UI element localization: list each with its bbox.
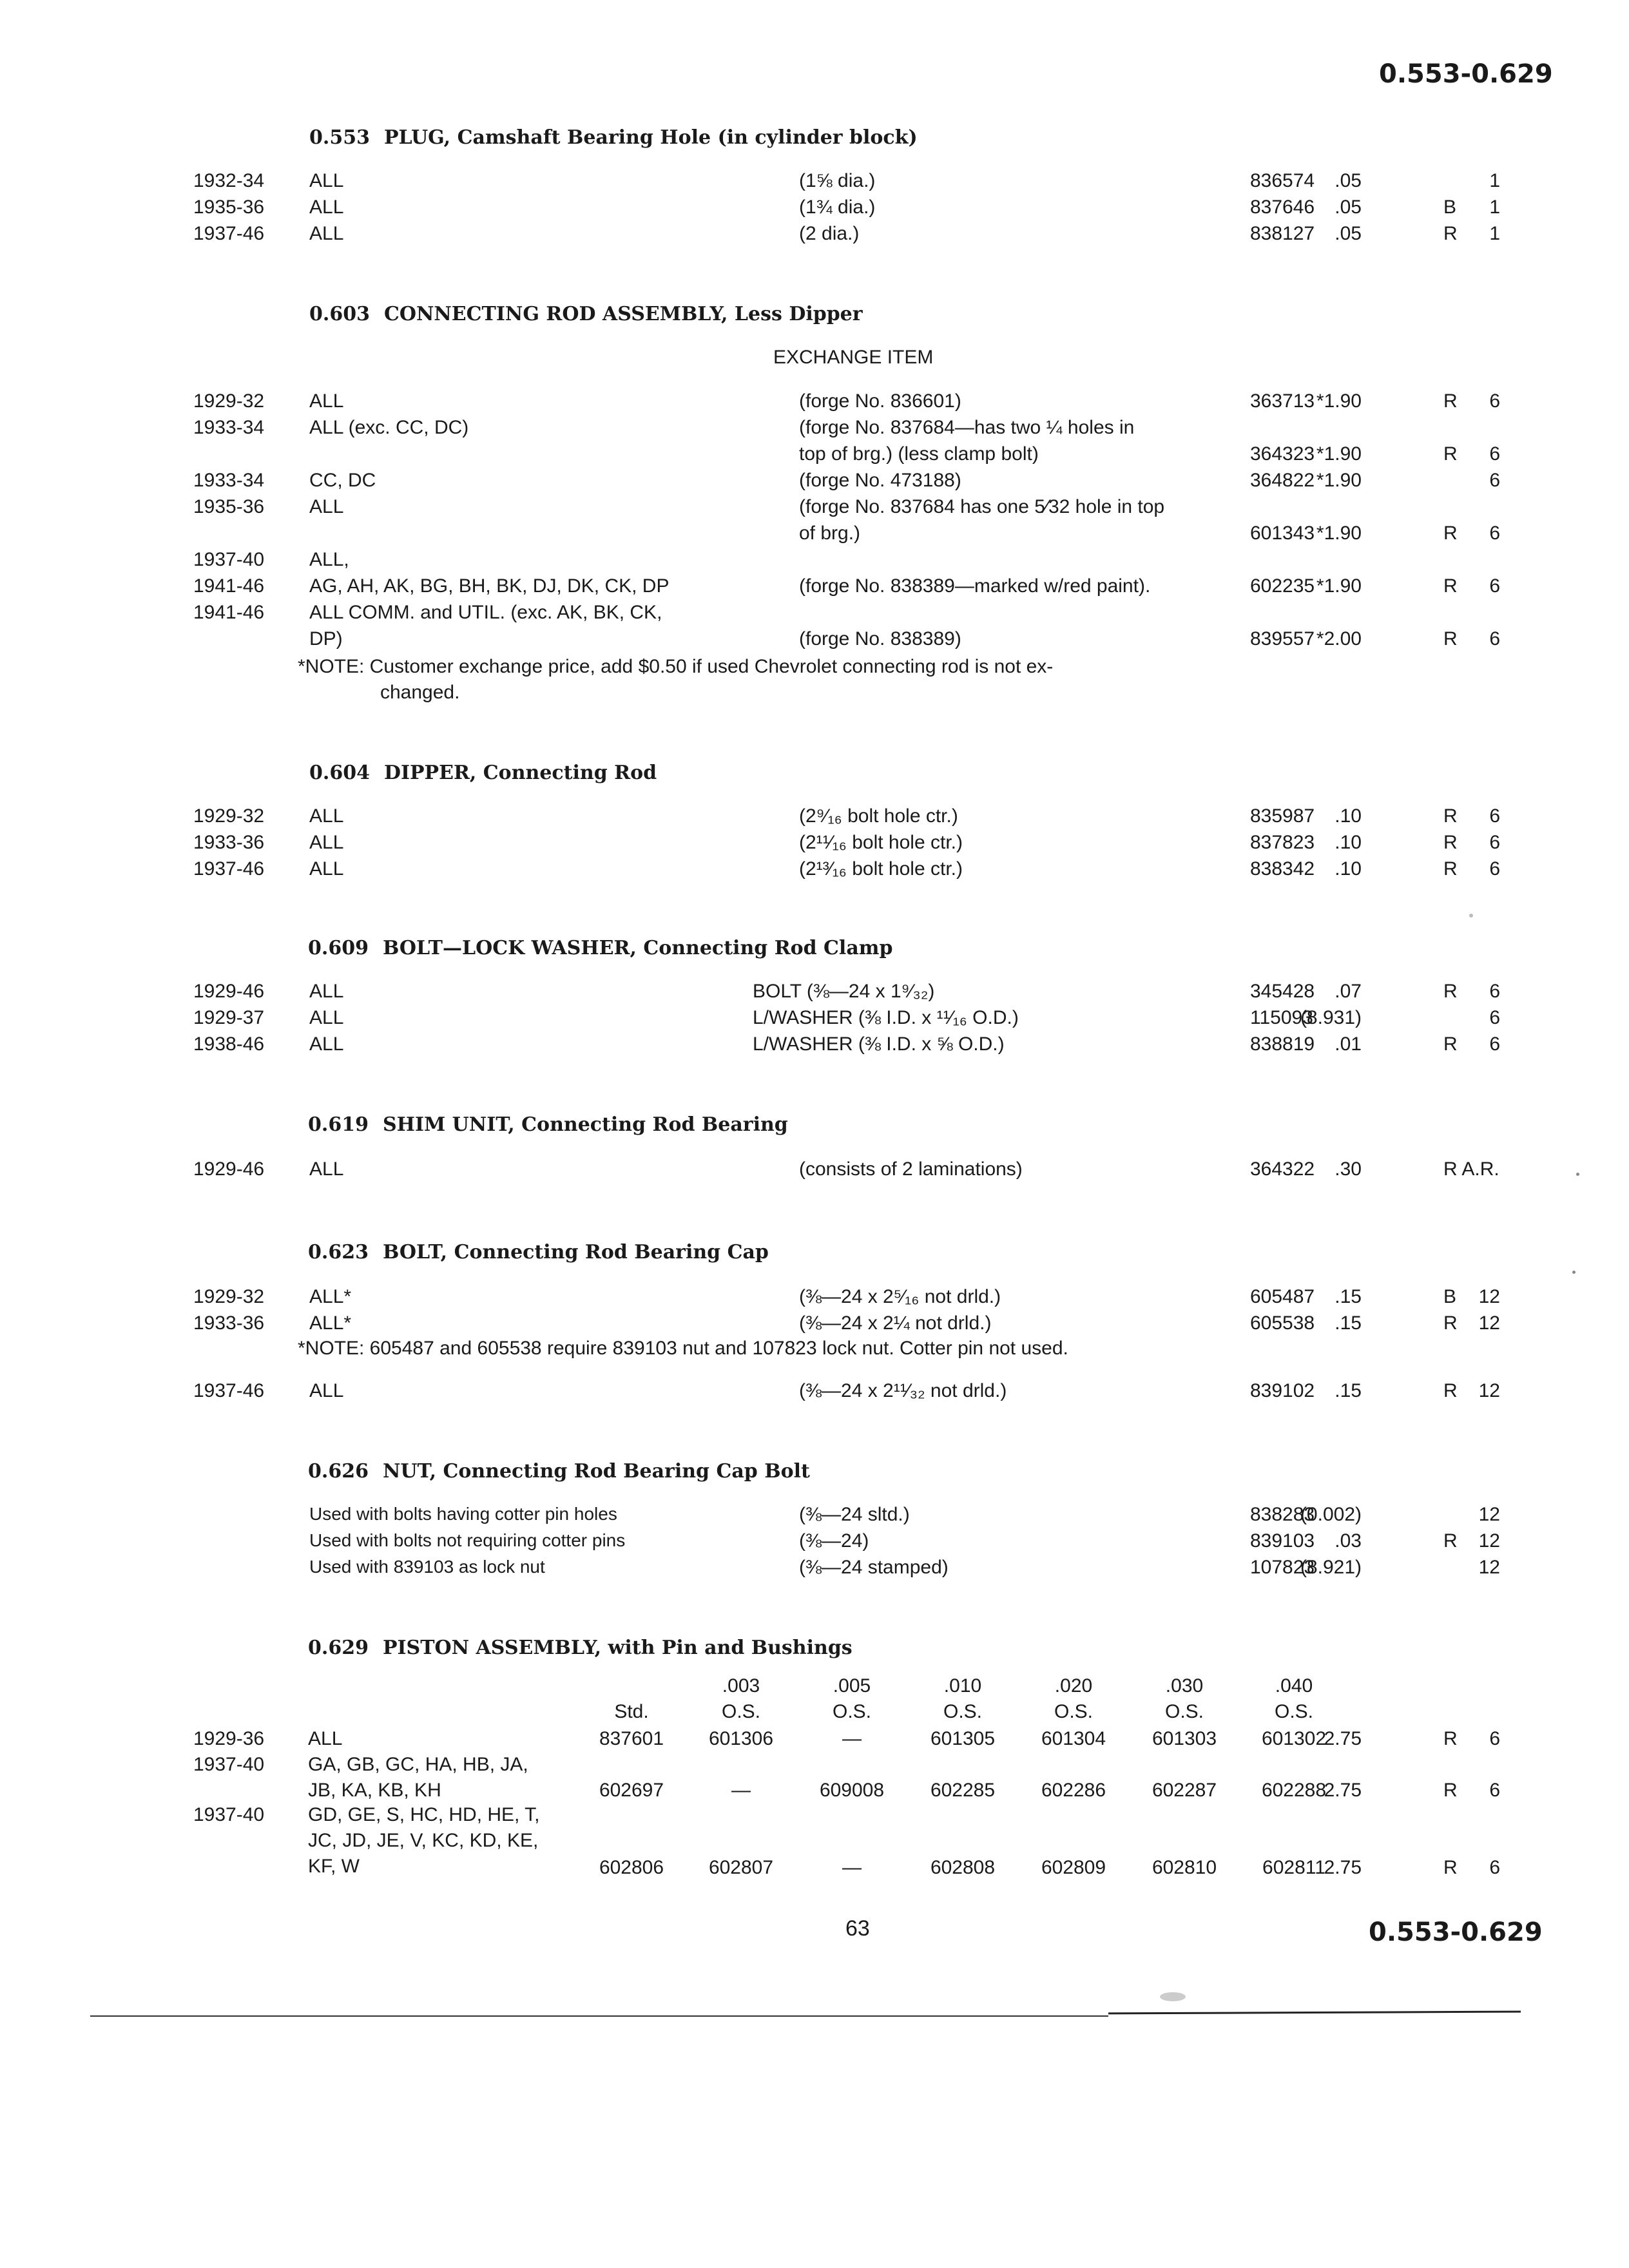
description-cell: (⅜—24 x 2¼ not drld.) (799, 1312, 992, 1334)
year-cell: 1933-36 (193, 832, 265, 853)
description-cell: of brg.) (799, 523, 861, 544)
section-title: BOLT, Connecting Rod Bearing Cap (382, 1241, 769, 1264)
year-cell: 1941-46 (193, 602, 265, 623)
column-header: O.S. (832, 1701, 871, 1722)
year-cell: 1937-46 (193, 1380, 265, 1401)
price-cell: (8.921) (1300, 1557, 1362, 1578)
section-note-0603-cont: changed. (380, 682, 460, 703)
part-number-cell: — (731, 1780, 751, 1801)
price-cell: *1.90 (1316, 575, 1362, 597)
model-cell: ALL (309, 197, 344, 218)
table-row (0, 1033, 1629, 1059)
table-row (0, 417, 1629, 443)
description-cell: (2⁹⁄₁₆ bolt hole ctr.) (799, 805, 958, 827)
model-cell: ALL (309, 496, 344, 517)
quantity-cell: 6 (1489, 1857, 1500, 1878)
year-cell: 1929-32 (193, 805, 265, 827)
price-cell: .15 (1335, 1312, 1362, 1334)
section-note-0603: *NOTE: Customer exchange price, add $0.50 if used Chevrolet connecting rod is not ex- (298, 656, 1054, 677)
section-heading-0553 (309, 126, 918, 149)
year-cell: 1929-46 (193, 981, 265, 1002)
code-cell: R (1443, 805, 1458, 827)
table-row (0, 1380, 1629, 1406)
column-header-top: .010 (943, 1675, 982, 1696)
part-number-cell: 601343 (1250, 523, 1315, 544)
code-cell: R (1443, 443, 1458, 465)
quantity-cell: 12 (1478, 1312, 1500, 1334)
table-row (0, 470, 1629, 495)
quantity-cell: 6 (1489, 1033, 1500, 1055)
model-cell: ALL COMM. and UTIL. (exc. AK, BK, CK, (309, 602, 662, 623)
column-header-top: .005 (833, 1675, 871, 1696)
page-range-footer: 0.553-0.629 (1369, 1917, 1543, 1947)
section-title: PISTON ASSEMBLY, with Pin and Bushings (382, 1637, 853, 1659)
part-number-cell: 835987 (1250, 805, 1315, 827)
part-number-cell: 601306 (708, 1728, 774, 1749)
price-cell: .15 (1335, 1380, 1362, 1401)
year-cell: 1935-36 (193, 197, 265, 218)
part-number-cell: 836574 (1250, 170, 1315, 191)
year-cell: 1941-46 (193, 575, 265, 597)
year-cell: 1937-46 (193, 858, 265, 879)
bottom-rule-right (1108, 2011, 1521, 2015)
part-number-cell: 837646 (1250, 197, 1315, 218)
price-cell: *2.00 (1316, 628, 1362, 649)
column-header-top: .040 (1275, 1675, 1313, 1696)
scan-speck (1572, 1271, 1576, 1274)
quantity-cell: 6 (1489, 470, 1500, 491)
price-cell: 2.75 (1324, 1780, 1362, 1801)
part-number-cell: 601303 (1152, 1728, 1217, 1749)
description-cell: (⅜—24 x 2⁵⁄₁₆ not drld.) (799, 1286, 1001, 1307)
model-cell: ALL (309, 170, 344, 191)
section-number: 0.623 (308, 1241, 369, 1264)
year-cell: 1929-36 (193, 1728, 265, 1749)
part-number-cell: 115093 (1250, 1007, 1313, 1028)
model-cell: ALL (309, 858, 344, 879)
price-cell: (0.002) (1300, 1504, 1362, 1525)
table-row (0, 197, 1629, 222)
column-header: O.S. (1164, 1701, 1204, 1722)
part-number-cell: 602807 (708, 1857, 774, 1878)
quantity-cell: 6 (1489, 575, 1500, 597)
price-cell: .01 (1335, 1033, 1362, 1055)
part-number-cell: 364322 (1250, 1158, 1315, 1180)
column-header-top: .020 (1054, 1675, 1093, 1696)
part-number-cell: 838283 (1250, 1504, 1315, 1525)
quantity-cell: 6 (1489, 628, 1500, 649)
section-heading-0629 (308, 1637, 853, 1659)
code-cell: R (1443, 390, 1458, 412)
section-number: 0.626 (308, 1460, 369, 1483)
quantity-cell: 6 (1489, 981, 1500, 1002)
section-number: 0.603 (309, 303, 370, 325)
part-number-cell: 602287 (1152, 1780, 1217, 1801)
description-cell: (forge No. 837684 has one 5⁄32 hole in top (799, 496, 1165, 517)
table-row (0, 496, 1629, 522)
description-cell: L/WASHER (⅜ I.D. x ¹¹⁄₁₆ O.D.) (753, 1007, 1019, 1028)
description-cell: (2¹¹⁄₁₆ bolt hole ctr.) (799, 832, 963, 853)
part-number-cell: 605538 (1250, 1312, 1315, 1334)
description-cell: (forge No. 837684—has two ¼ holes in (799, 417, 1135, 438)
model-cell: Used with 839103 as lock nut (309, 1557, 545, 1577)
part-number-cell: 839557 (1250, 628, 1315, 649)
quantity-cell: 6 (1489, 832, 1500, 853)
part-number-cell: 602286 (1041, 1780, 1106, 1801)
table-row (0, 858, 1629, 884)
table-row (0, 1557, 1629, 1582)
bottom-rule-left (90, 2015, 1108, 2017)
description-cell: (forge No. 836601) (799, 390, 961, 412)
section-note-0623: *NOTE: 605487 and 605538 require 839103 nut and 107823 lock nut. Cotter pin not used. (298, 1338, 1068, 1359)
model-cell: ALL (exc. CC, DC) (309, 417, 469, 438)
model-cell: ALL (309, 1380, 344, 1401)
part-number-cell: 605487 (1250, 1286, 1315, 1307)
section-title: PLUG, Camshaft Bearing Hole (in cylinder block) (383, 126, 918, 149)
part-number-cell: 839103 (1250, 1530, 1315, 1552)
code-cell: R (1443, 858, 1458, 879)
table-row (0, 575, 1629, 601)
quantity-cell: 1 (1489, 170, 1500, 191)
description-cell: (⅜—24) (799, 1530, 869, 1552)
part-number-cell: 364323 (1250, 443, 1315, 465)
price-cell: *1.90 (1316, 523, 1362, 544)
model-cell: Used with bolts having cotter pin holes (309, 1504, 617, 1524)
section-title: CONNECTING ROD ASSEMBLY, Less Dipper (383, 303, 863, 325)
code-cell: R (1443, 981, 1458, 1002)
table-row (0, 1504, 1629, 1530)
quantity-cell: 6 (1489, 443, 1500, 465)
model-cell: DP) (309, 628, 343, 649)
code-cell: R A.R. (1443, 1158, 1499, 1180)
code-cell: R (1443, 1312, 1458, 1334)
code-cell: R (1443, 1780, 1458, 1801)
part-number-cell: 838342 (1250, 858, 1315, 879)
code-cell: R (1443, 1033, 1458, 1055)
year-cell: 1932-34 (193, 170, 265, 191)
code-cell: R (1443, 1380, 1458, 1401)
model-cell: ALL (309, 390, 344, 412)
part-number-cell: 609008 (819, 1780, 885, 1801)
model-cell: ALL (309, 805, 344, 827)
quantity-cell: 12 (1478, 1380, 1500, 1401)
year-cell: 1929-37 (193, 1007, 265, 1028)
table-row (0, 981, 1629, 1006)
part-number-cell: 364822 (1250, 470, 1315, 491)
column-header-top: .003 (722, 1675, 760, 1696)
part-number-cell: 602810 (1152, 1857, 1217, 1878)
price-cell: *1.90 (1316, 470, 1362, 491)
section-title: SHIM UNIT, Connecting Rod Bearing (382, 1113, 788, 1136)
table-row (0, 1007, 1629, 1033)
description-cell: (1⅝ dia.) (799, 170, 876, 191)
price-cell: 2.75 (1324, 1728, 1362, 1749)
column-header-top: .030 (1165, 1675, 1204, 1696)
year-cell: 1929-46 (193, 1158, 265, 1180)
section-number: 0.629 (308, 1637, 369, 1659)
description-cell: top of brg.) (less clamp bolt) (799, 443, 1039, 465)
price-cell: .03 (1335, 1530, 1362, 1552)
table-row (0, 1158, 1629, 1184)
description-cell: (⅜—24 x 2¹¹⁄₃₂ not drld.) (799, 1380, 1007, 1401)
section-number: 0.604 (309, 762, 370, 784)
section-heading-0619 (308, 1113, 788, 1136)
model-cell: ALL (309, 981, 344, 1002)
code-cell: R (1443, 1857, 1458, 1878)
table-row (0, 628, 1629, 654)
part-number-cell: 602806 (599, 1857, 664, 1878)
description-cell: (2 dia.) (799, 223, 860, 244)
price-cell: .05 (1335, 223, 1362, 244)
description-cell: (⅜—24 stamped) (799, 1557, 949, 1578)
description-cell: (forge No. 838389—marked w/red paint). (799, 575, 1151, 597)
part-number-cell: 602288 (1261, 1780, 1327, 1801)
part-number-cell: 602285 (930, 1780, 996, 1801)
model-cell: ALL (309, 832, 344, 853)
price-cell: .10 (1335, 858, 1362, 879)
part-number-cell: 838127 (1250, 223, 1315, 244)
table-row (0, 523, 1629, 548)
quantity-cell: 12 (1478, 1530, 1500, 1552)
description-cell: (consists of 2 laminations) (799, 1158, 1023, 1180)
model-cell: GA, GB, GC, HA, HB, JA, (308, 1754, 528, 1775)
quantity-cell: 6 (1489, 1007, 1500, 1028)
description-cell: L/WASHER (⅜ I.D. x ⅝ O.D.) (753, 1033, 1005, 1055)
year-cell: 1938-46 (193, 1033, 265, 1055)
price-cell: *1.90 (1316, 443, 1362, 465)
section-heading-0626 (308, 1460, 810, 1483)
quantity-cell: 6 (1489, 1728, 1500, 1749)
model-cell: ALL* (309, 1312, 352, 1334)
table-row (0, 1530, 1629, 1556)
price-cell: .05 (1335, 197, 1362, 218)
model-cell: ALL (309, 1158, 344, 1180)
year-cell: 1935-36 (193, 496, 265, 517)
quantity-cell: 6 (1489, 523, 1500, 544)
table-row (0, 443, 1629, 469)
column-header: O.S. (1054, 1701, 1093, 1722)
part-number-cell: 602809 (1041, 1857, 1106, 1878)
part-number-cell: 602808 (930, 1857, 996, 1878)
price-cell: .05 (1335, 170, 1362, 191)
price-cell: *1.90 (1316, 390, 1362, 412)
section-heading-0623 (308, 1241, 769, 1264)
quantity-cell: 6 (1489, 390, 1500, 412)
description-cell: (forge No. 838389) (799, 628, 961, 649)
piston-table (0, 1675, 1629, 1894)
code-cell: B (1443, 1286, 1457, 1307)
year-cell: 1937-40 (193, 1754, 265, 1775)
page-number: 63 (845, 1916, 870, 1941)
quantity-cell: 12 (1478, 1557, 1500, 1578)
table-row (0, 223, 1629, 249)
year-cell: 1937-40 (193, 549, 265, 570)
model-cell: ALL (309, 1007, 344, 1028)
model-cell: ALL (309, 1033, 344, 1055)
part-number-cell: 602697 (599, 1780, 664, 1801)
description-cell: (⅜—24 sltd.) (799, 1504, 910, 1525)
section-heading-0604 (309, 762, 657, 784)
model-cell: ALL, (309, 549, 349, 570)
code-cell: B (1443, 197, 1457, 218)
section-heading-0609 (308, 937, 892, 959)
code-cell: R (1443, 223, 1458, 244)
model-cell: JB, KA, KB, KH (308, 1780, 441, 1801)
column-header: O.S. (943, 1701, 982, 1722)
description-cell: BOLT (⅜—24 x 1⁹⁄₃₂) (753, 981, 935, 1002)
code-cell: R (1443, 832, 1458, 853)
column-header: Std. (614, 1701, 649, 1722)
part-number-cell: 601305 (930, 1728, 996, 1749)
page-range-header: 0.553-0.629 (1379, 59, 1553, 89)
section-number: 0.619 (308, 1113, 369, 1136)
quantity-cell: 1 (1489, 223, 1500, 244)
code-cell: R (1443, 1530, 1458, 1552)
year-cell: 1929-32 (193, 1286, 265, 1307)
part-number-cell: 363713 (1250, 390, 1315, 412)
scan-speck (1469, 914, 1473, 918)
column-header: O.S. (1274, 1701, 1313, 1722)
year-cell: 1933-34 (193, 470, 265, 491)
section-heading-0603 (309, 303, 863, 325)
code-cell: R (1443, 1728, 1458, 1749)
part-number-cell: 345428 (1250, 981, 1315, 1002)
section-number: 0.609 (308, 937, 369, 959)
year-cell: 1933-36 (193, 1312, 265, 1334)
quantity-cell: 1 (1489, 197, 1500, 218)
year-cell: 1937-46 (193, 223, 265, 244)
part-number-cell: 601302 (1261, 1728, 1327, 1749)
quantity-cell: 12 (1478, 1286, 1500, 1307)
code-cell: R (1443, 628, 1458, 649)
price-cell: .07 (1335, 981, 1362, 1002)
section-number: 0.553 (309, 126, 370, 149)
scan-speck (1160, 1992, 1186, 2001)
quantity-cell: 6 (1489, 858, 1500, 879)
table-row (0, 170, 1629, 196)
model-cell: GD, GE, S, HC, HD, HE, T, (308, 1804, 540, 1825)
model-cell: JC, JD, JE, V, KC, KD, KE, (308, 1830, 539, 1851)
model-cell: ALL (309, 223, 344, 244)
scan-speck (1576, 1173, 1579, 1176)
price-cell: .10 (1335, 805, 1362, 827)
model-cell: ALL* (309, 1286, 352, 1307)
code-cell: R (1443, 575, 1458, 597)
price-cell: 2.75 (1324, 1857, 1362, 1878)
description-cell: (2¹³⁄₁₆ bolt hole ctr.) (799, 858, 963, 879)
price-cell: (8.931) (1300, 1007, 1362, 1028)
exchange-item-subhead: EXCHANGE ITEM (773, 347, 934, 368)
price-cell: .30 (1335, 1158, 1362, 1180)
table-row (0, 1312, 1629, 1338)
year-cell: 1933-34 (193, 417, 265, 438)
model-cell: KF, W (308, 1856, 360, 1877)
model-cell: Used with bolts not requiring cotter pins (309, 1530, 626, 1550)
table-row (0, 832, 1629, 858)
part-number-cell: 107823 (1250, 1557, 1315, 1578)
section-title: BOLT—LOCK WASHER, Connecting Rod Clamp (382, 937, 893, 959)
table-row (0, 602, 1629, 628)
section-title: DIPPER, Connecting Rod (383, 762, 657, 784)
part-number-cell: — (842, 1857, 862, 1878)
part-number-cell: 839102 (1250, 1380, 1315, 1401)
table-row (0, 549, 1629, 575)
year-cell: 1929-32 (193, 390, 265, 412)
part-number-cell: 602811 (1262, 1857, 1325, 1878)
price-cell: .15 (1335, 1286, 1362, 1307)
code-cell: R (1443, 523, 1458, 544)
part-number-cell: 837823 (1250, 832, 1315, 853)
quantity-cell: 12 (1478, 1504, 1500, 1525)
quantity-cell: 6 (1489, 1780, 1500, 1801)
model-cell: CC, DC (309, 470, 376, 491)
description-cell: (forge No. 473188) (799, 470, 961, 491)
column-header: O.S. (721, 1701, 760, 1722)
model-cell: ALL (308, 1728, 343, 1749)
quantity-cell: 6 (1489, 805, 1500, 827)
section-title: NUT, Connecting Rod Bearing Cap Bolt (382, 1460, 810, 1483)
part-number-cell: 838819 (1250, 1033, 1315, 1055)
description-cell: (1¾ dia.) (799, 197, 876, 218)
model-cell: AG, AH, AK, BG, BH, BK, DJ, DK, CK, DP (309, 575, 670, 597)
table-row (0, 1286, 1629, 1312)
part-number-cell: — (842, 1728, 862, 1749)
table-row (0, 805, 1629, 831)
price-cell: .10 (1335, 832, 1362, 853)
part-number-cell: 602235 (1250, 575, 1315, 597)
year-cell: 1937-40 (193, 1804, 265, 1825)
part-number-cell: 837601 (599, 1728, 664, 1749)
table-row (0, 390, 1629, 416)
part-number-cell: 601304 (1041, 1728, 1106, 1749)
